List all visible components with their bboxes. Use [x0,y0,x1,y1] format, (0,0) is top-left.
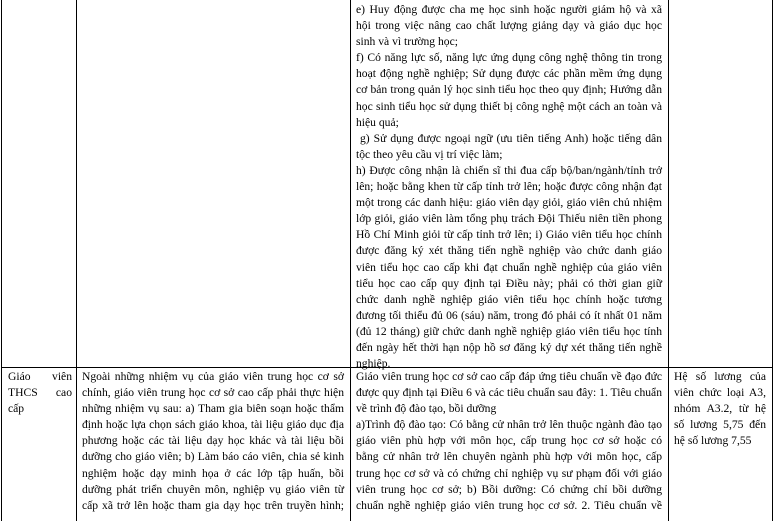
text-line: nghiệm hoặc dạy minh họa ở các lớp tập huấn, bồi [82,466,344,480]
text-line: (đủ 12 tháng) giữ chức danh nghề nghiệp giáo viên tiểu học tính [356,324,662,338]
text-line: hoạt động nghề nghiệp; Sử dụng được các phần mềm ứng dụng [356,67,662,81]
text-line: h) Được công nhận là chiến sĩ thi đua cấp bộ/ban/ngành/tỉnh trở [356,163,662,177]
text-line: Hệ số lương của [674,370,766,383]
row2-salary-cell [674,369,766,449]
text-line: Hồ Chí Minh giỏi từ cấp tỉnh trở lên; i) Giáo viên tiểu học chính [356,228,662,242]
text-line: sinh và vì trường học; [356,35,458,49]
text-line: một trong các danh hiệu: giáo viên dạy giỏi, giáo viên chủ nhiệm [356,196,662,210]
row2-title-cell [8,369,72,417]
text-line: những nhiệm vụ sau: a) Tham gia biên soạn hoặc thẩm [82,402,344,416]
text-line: trung học cơ sở và có chứng chỉ nghiệp vụ sư phạm đối với giáo [356,466,662,480]
text-line: tiểu học cao cấp quy định tại Điều này; phải có thời gian giữ [356,276,662,290]
text-line: Ngoài những nhiệm vụ của giáo viên trung học cơ sở [82,370,344,383]
text-line: hiệu quả; [356,115,399,129]
text-line: cấp [8,402,25,416]
text-line: dưỡng cho giáo viên; b) Làm báo cáo viên, chia sẻ kinh [82,450,344,464]
text-line: học sinh tiểu học sử dụng thiết bị công nghệ một cách an toàn và [356,99,662,113]
text-line: f) Có năng lực số, năng lực ứng dụng công nghệ thông tin trong [356,51,662,65]
row2-criteria-cell [356,369,662,514]
text-line: dưỡng phát triển chuyên môn, nghiệp vụ giáo viên từ [82,482,344,496]
text-line: hội trong việc nâng cao chất lượng giảng dạy và giáo dục học [356,19,662,33]
text-line: nghiệp. [356,357,391,371]
table-divider-col2 [350,0,351,521]
row1-criteria-cell [356,2,662,372]
text-line: hệ số lương 7,55 [674,434,752,448]
text-line: về trình độ đào tạo, bồi dưỡng [356,402,497,416]
text-line: a)Trình độ đào tạo: Có bằng cử nhân trở lên thuộc ngành đào tạo [356,418,662,432]
text-line: chuẩn nghề nghiệp giáo viên trung học cơ sở. 2. Tiêu chuẩn về [356,498,662,512]
text-line: viên tiểu học cao cấp khi đạt chuẩn nghề nghiệp của giáo viên [356,260,662,274]
text-line: lên; hoặc bằng khen từ cấp tỉnh trở lên; hoặc được công nhận đạt [356,180,662,194]
text-line: phương hoặc các tài liệu dạy học khác và tài liệu bồi [82,434,344,448]
row2-duties-cell [82,369,344,514]
text-line: THCS cao [8,386,72,400]
text-line: được quy định tại Điều 6 và các tiêu chuẩn sau đây: 1. Tiêu chuẩn [356,386,662,400]
text-line: viên chức loại A3, [674,386,766,400]
table-divider-col1 [76,0,77,521]
text-line: Giáo viên trung học cơ sở cao cấp đáp ứng tiêu chuẩn về đạo đức [356,370,662,383]
text-line: Giáo viên [8,370,72,383]
text-line: g) Sử dụng được ngoại ngữ (ưu tiên tiếng Anh) hoặc tiếng dân [356,131,662,145]
table-divider-col3 [668,0,669,521]
text-line: cấp xã trở lên hoặc tham gia dạy học trên truyền hình; [82,498,344,512]
text-line: viên trung học cơ sở; b) Bồi dưỡng: Có chứng chỉ bồi dưỡng [356,482,662,496]
text-line: được đăng ký xét thăng tiến nghề nghiệp vào chức danh giáo [356,244,662,258]
text-line: đương tối thiểu đủ 06 (sáu) năm, trong đó phải có ít nhất 01 năm [356,308,662,322]
text-line: cơ bản trong quản lý học sinh tiểu học theo quy định; Hướng dẫn [356,83,662,97]
text-line: nhóm A3.2, từ hệ [674,402,766,416]
text-line: chức danh nghề nghiệp giáo viên tiểu học chính hoặc tương [356,292,662,306]
text-line: đến ngày hết thời hạn nộp hồ sơ đăng ký dự xét thăng tiến nghề [356,340,662,354]
table-border-left [1,0,2,521]
table-border-right [772,0,773,521]
text-line: số lương 5,75 đến [674,418,766,432]
text-line: chính, giáo viên trung học cơ sở cao cấp phải thực hiện [82,386,344,400]
text-line: định hoặc lựa chọn sách giáo khoa, tài liệu giáo dục địa [82,418,344,432]
text-line: e) Huy động được cha mẹ học sinh hoặc người giám hộ và xã [356,3,662,16]
text-line: giáo viên phù hợp với môn học, cấp trung học cơ sở hoặc có [356,434,662,448]
text-line: bằng cử nhân trở lên chuyên ngành phù hợp với môn học, cấp [356,450,662,464]
text-line: lớp giỏi, giáo viên làm tổng phụ trách Đội Thiếu niên tiền phong [356,212,662,226]
text-line: tộc theo yêu cầu vị trí việc làm; [356,147,503,161]
